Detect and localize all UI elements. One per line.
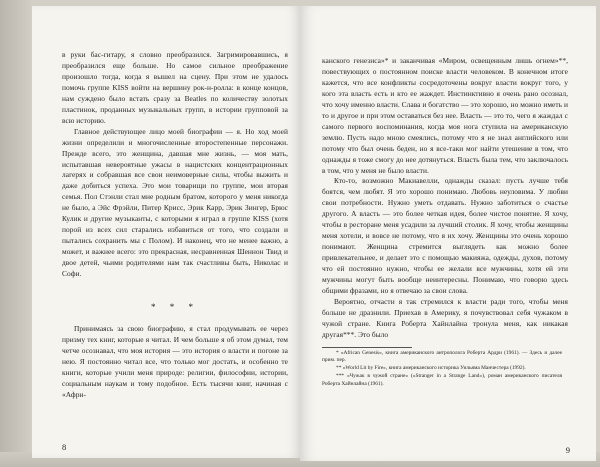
background-shadow-left — [0, 0, 34, 467]
section-break: * * * — [151, 302, 199, 313]
footnote-3: *** «Чужак в чужой стране» («Stranger in a Strange Land»), роман американского писателя Роберта Хайнлайна (1961). — [322, 373, 562, 387]
footnote-1: * «African Genesis», книга американского антрополога Роберта Ардри (1961). — Здесь и далее прим. пер. — [322, 349, 562, 363]
page-number-left: 8 — [62, 442, 67, 452]
left-paragraph-3: Принимаясь за свою биографию, я стал продумывать ее через призму тех книг, которые я читал. И чем больше я об этом думал, тем четче осознавал, что моя история — это история о власти и погоне за нею. Я постоянно читал все, что только мог достать, и особенно те книги, которые учили меня природе: религии, философии, истории, социальным наукам и тому подобное. Есть тысячи книг, начиная с «Афри- — [62, 324, 288, 399]
right-paragraph-2: Кто-то, возможно Макиавелли, однажды сказал: пусть лучше тебя боятся, чем любят. Я это хорошо понимаю. Любовь неуловима. У любви свои потребности. Нужно уметь отдавать. Нужно заботиться о счастье другого. А власть — это более четкая идея, более чистое понятие. Я хочу, чтобы в ресторане меня усадили за лучший столик. Я хочу, чтобы женщины меня хотели, и вовсе не потому, что я их хочу. Женщины это очень хорошо понимают. Женщина стремится выглядеть как можно более привлекательнее, и делает это с помощью макияжа, одежды, духов, потому что ей постоянно нужно, чтобы ее желали все мужчины, хотя ей эти мужчины могут быть вообще неинтересны. Понимаю, что говорю здесь общими фразами, но я отвечаю за свои слова. — [322, 176, 568, 296]
left-paragraph-2: Главное действующее лицо моей биографии — я. Но ход моей жизни определили и многочисленные второстепенные персонажи. Прежде всего, это женщина, давшая мне жизнь, — моя мать, испытавшая невероятные ужасы в нацистских концентрационных лагерях и собравшая все свои неимоверные силы, чтобы выжить и даже добиться успеха. Это мои товарищи по группе, мои вторая семья. Пол Стэнли стал мне родным братом, которого у меня никогда не было, а Эйс Фрэйли, Питер Крисс, Эрик Карр, Эрик Зингер, Брюс Кулик и другие музыканты, с которыми я играл в группе KISS (хотя порой из всех сил старались избавиться от того, что создали и пытались сохранить мы с Полом). И наконец, что не менее важно, а может, и важнее всего: это прекрасная, несравненная Шеннон Твид и двое детей, чьими родителями нам так счастливы быть, Николас и Софи. — [62, 126, 288, 279]
right-page — [300, 6, 596, 461]
right-paragraph-1: канского генезиса»* и заканчивая «Миром, освещенным лишь огнем»**, повествующих о постоянном поиске власти человеком. В конечном итоге кажется, что все конфликты сосредоточены вокруг власти вокруг того, у кого эта власть есть и кто ее жаждет. Инстинктивно я очень рано осознал, что хочу именно власти. Слава и богатство — это хорошо, но можно иметь и то и другое и при этом оставаться без нее. Власть — это то, чего я жаждал с самого первого воспоминания, когда моя нога ступила на американскую землю. Пусть надо мною смеялись, потому что я не знал английского или потому что был очень беден, но я все-таки мог найти утешение в том, что однажды я тоже смогу до нее дотянуться. Власть была тем, что заключалось в том, что у меня не было власти. — [322, 56, 568, 175]
right-paragraph-3: Вероятно, отчасти я так стремился к власти ради того, чтобы меня больше не дразнили. Приехав в Америку, я почувствовал себя чужаком в чужой стране. Книга Роберта Хайнлайна тронула меня, как никакая другая***. Это было — [322, 296, 568, 339]
left-page — [32, 6, 302, 458]
left-paragraph-1: в руки бас-гитару, я словно преобразился. Загримировавшись, я преобразился еще больше. Но самое сильное преображение произошло тогда, когда я вышел на сцену. При этом не удалось помочь группе KISS войти на вершину рок-н-ролла: в конце концов, нам суждено было встать сразу за Beatles по количеству золотых пластинок, проданных музыкальных групп, в истории групповой за всю историю. — [62, 50, 288, 125]
footnote-2: ** «World Lit by Fire», книга американского историка Уильяма Манчестера (1992). — [336, 365, 526, 372]
page-number-right: 9 — [565, 445, 570, 455]
